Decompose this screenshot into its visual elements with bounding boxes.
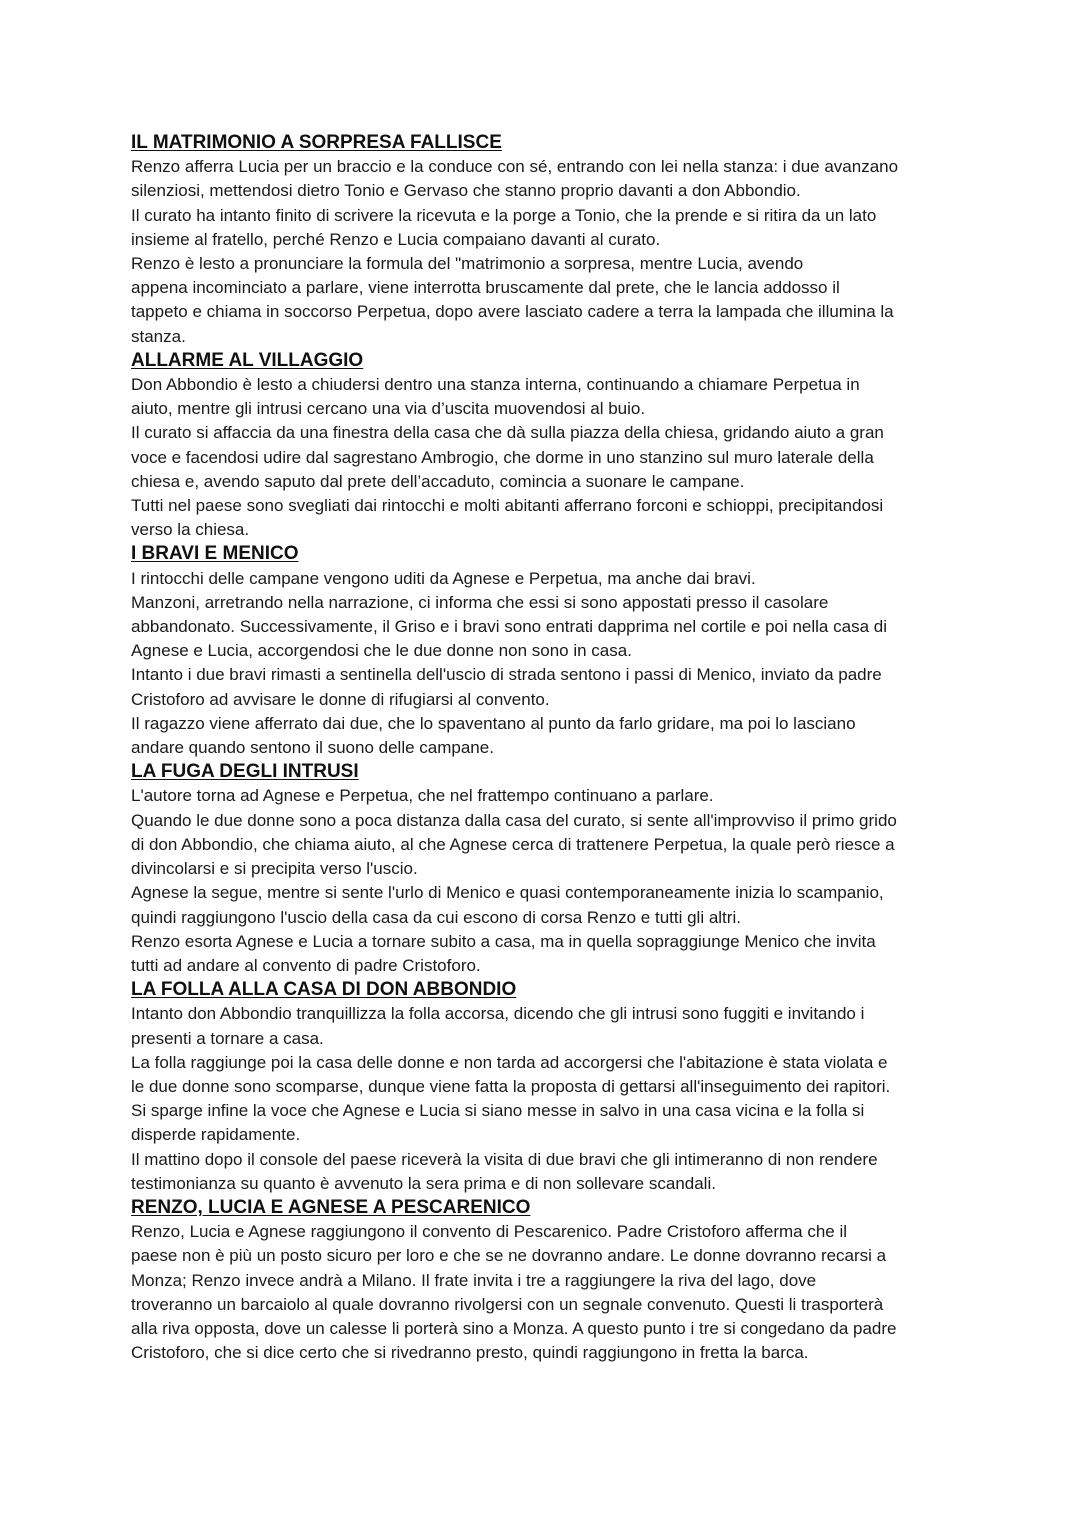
paragraph-line: andare quando sentono il suono delle campane.	[131, 738, 494, 758]
paragraph-line: L'autore torna ad Agnese e Perpetua, che nel frattempo continuano a parlare.	[131, 786, 714, 806]
paragraph-line: disperde rapidamente.	[131, 1125, 301, 1145]
paragraph-line: insieme al fratello, perché Renzo e Lucia compaiano davanti al curato.	[131, 229, 661, 249]
paragraph-line: silenziosi, mettendosi dietro Tonio e Gervaso che stanno proprio davanti a don Abbondio.	[131, 181, 801, 201]
paragraph-line: Il curato ha intanto finito di scrivere la ricevuta e la porge a Tonio, che la prende e si ritira da un lato	[131, 205, 877, 225]
paragraph-line: quindi raggiungono l'uscio della casa da cui escono di corsa Renzo e tutti gli altri.	[131, 907, 741, 927]
paragraph-line: stanza.	[131, 326, 186, 346]
paragraph-line: testimonianza su quanto è avvenuto la sera prima e di non sollevare scandali.	[131, 1173, 716, 1193]
paragraph-line: Il ragazzo viene afferrato dai due, che lo spaventano al punto da farlo gridare, ma poi lo lasciano	[131, 713, 856, 733]
paragraph-line: Monza; Renzo invece andrà a Milano. Il frate invita i tre a raggiungere la riva del lago, dove	[131, 1270, 817, 1290]
paragraph-line: Il mattino dopo il console del paese riceverà la visita di due bravi che gli intimeranno di non rendere	[131, 1149, 878, 1169]
paragraph-line: Don Abbondio è lesto a chiudersi dentro una stanza interna, continuando a chiamare Perpetua in	[131, 375, 860, 395]
paragraph-line: divincolarsi e si precipita verso l'uscio.	[131, 859, 418, 879]
section-title: LA FUGA DEGLI INTRUSI	[131, 761, 359, 783]
paragraph-line: tappeto e chiama in soccorso Perpetua, dopo avere lasciato cadere a terra la lampada che illumina la	[131, 302, 894, 322]
paragraph-line: tutti ad andare al convento di padre Cristoforo.	[131, 955, 481, 975]
section-allarme	[131, 349, 961, 543]
document-page	[131, 131, 961, 1365]
paragraph-line: voce e facendosi udire dal sagrestano Ambrogio, che dorme in uno stanzino sul muro laterale della	[131, 447, 874, 467]
paragraph-line: Agnese e Lucia, accorgendosi che le due donne non sono in casa.	[131, 641, 632, 661]
paragraph-line: Il curato si affaccia da una finestra della casa che dà sulla piazza della chiesa, gridando aiuto a gran	[131, 423, 884, 443]
paragraph-line: Cristoforo, che si dice certo che si rivedranno presto, quindi raggiungono in fretta la barca.	[131, 1343, 809, 1363]
section-bravi-menico	[131, 542, 961, 760]
paragraph-line: Renzo afferra Lucia per un braccio e la conduce con sé, entrando con lei nella stanza: i due avanzano	[131, 157, 899, 177]
section-title: LA FOLLA ALLA CASA DI DON ABBONDIO	[131, 979, 517, 1001]
paragraph-line: presenti a tornare a casa.	[131, 1028, 324, 1048]
paragraph-line: Si sparge infine la voce che Agnese e Lucia si siano messe in salvo in una casa vicina e la folla si	[131, 1101, 865, 1121]
paragraph-line: chiesa e, avendo saputo dal prete dell’accaduto, comincia a suonare le campane.	[131, 471, 745, 491]
paragraph-line: I rintocchi delle campane vengono uditi da Agnese e Perpetua, ma anche dai bravi.	[131, 568, 756, 588]
paragraph-line: abbandonato. Successivamente, il Griso e i bravi sono entrati dapprima nel cortile e poi nella casa di	[131, 617, 887, 637]
section-matrimonio	[131, 131, 961, 349]
paragraph-line: Intanto don Abbondio tranquillizza la folla accorsa, dicendo che gli intrusi sono fuggiti e invitando i	[131, 1004, 865, 1024]
paragraph-line: le due donne sono scomparse, dunque viene fatta la proposta di gettarsi all'inseguimento dei rapitori.	[131, 1076, 891, 1096]
paragraph-line: La folla raggiunge poi la casa delle donne e non tarda ad accorgersi che l'abitazione è stata violata e	[131, 1052, 888, 1072]
paragraph-line: Renzo è lesto a pronunciare la formula del "matrimonio a sorpresa, mentre Lucia, avendo	[131, 254, 804, 274]
paragraph-line: paese non è più un posto sicuro per loro e che se ne dovranno andare. Le donne dovranno recarsi a	[131, 1246, 887, 1266]
section-title: IL MATRIMONIO A SORPRESA FALLISCE	[131, 132, 502, 153]
section-pescarenico	[131, 1196, 961, 1365]
paragraph-line: verso la chiesa.	[131, 520, 250, 540]
paragraph-line: alla riva opposta, dove un calesse li porterà sino a Monza. A questo punto i tre si congedano da padre	[131, 1318, 897, 1338]
paragraph-line: Manzoni, arretrando nella narrazione, ci informa che essi si sono appostati presso il casolare	[131, 592, 829, 612]
section-title: RENZO, LUCIA E AGNESE A PESCARENICO	[131, 1196, 531, 1218]
paragraph-line: Tutti nel paese sono svegliati dai rintocchi e molti abitanti afferrano forconi e schioppi, precipitandosi	[131, 496, 884, 516]
paragraph-line: Agnese la segue, mentre si sente l'urlo di Menico e quasi contemporaneamente inizia lo scampanio,	[131, 883, 884, 903]
paragraph-line: di don Abbondio, che chiama aiuto, al che Agnese cerca di trattenere Perpetua, la quale però riesce a	[131, 834, 895, 854]
section-title: I BRAVI E MENICO	[131, 543, 299, 565]
section-title: ALLARME AL VILLAGGIO	[131, 349, 364, 371]
section-fuga-intrusi	[131, 760, 961, 978]
paragraph-line: appena incominciato a parlare, viene interrotta bruscamente dal prete, che le lancia addosso il	[131, 278, 840, 298]
paragraph-line: Cristoforo ad avvisare le donne di rifugiarsi al convento.	[131, 689, 550, 709]
paragraph-line: Renzo, Lucia e Agnese raggiungono il convento di Pescarenico. Padre Cristoforo afferma che il	[131, 1222, 848, 1242]
section-folla	[131, 978, 961, 1196]
paragraph-line: aiuto, mentre gli intrusi cercano una via d’uscita muovendosi al buio.	[131, 399, 646, 419]
paragraph-line: Quando le due donne sono a poca distanza dalla casa del curato, si sente all'improvviso il primo grido	[131, 810, 897, 830]
paragraph-line: Renzo esorta Agnese e Lucia a tornare subito a casa, ma in quella sopraggiunge Menico che invita	[131, 931, 876, 951]
paragraph-line: Intanto i due bravi rimasti a sentinella dell'uscio di strada sentono i passi di Menico, inviato da padre	[131, 665, 882, 685]
paragraph-line: troveranno un barcaiolo al quale dovranno rivolgersi con un segnale convenuto. Questi li trasporterà	[131, 1294, 884, 1314]
